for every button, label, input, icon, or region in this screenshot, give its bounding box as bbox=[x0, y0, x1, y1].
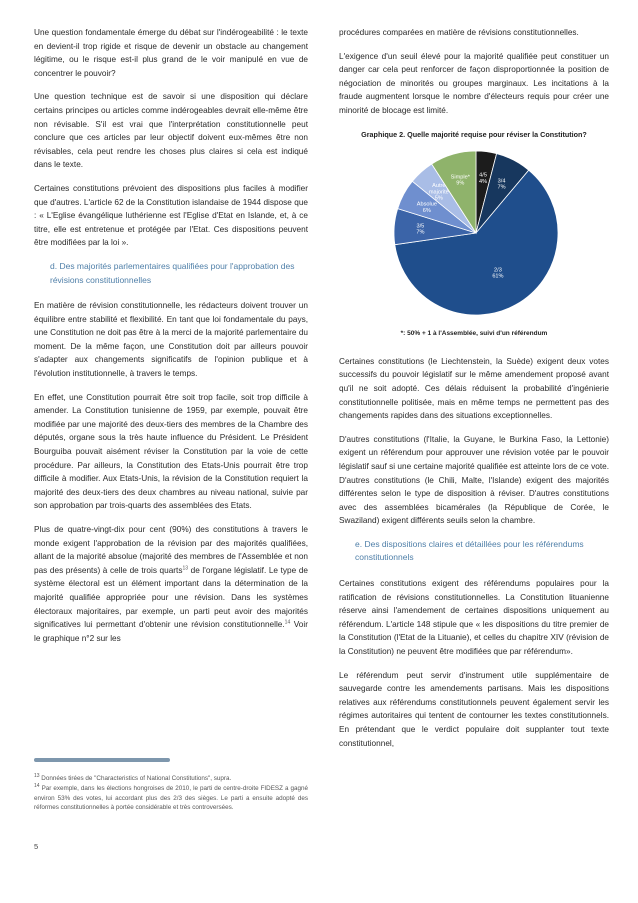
right-column bbox=[339, 26, 609, 760]
pie-slice-label: Simple* bbox=[450, 174, 470, 181]
left-column bbox=[34, 26, 308, 655]
paragraph: Certaines constitutions prévoient des dispositions plus faciles à modifier que d'autres. L'article 62 de la Constitution islandaise de 1944 dispose que : « L'Eglise évangélique luthérienne est l'Eglise d'Etat en Islande, et, à ce titre, elle est entretenue et protégée par l'Etat. Ces dispositions peuvent être modifiées par la loi ». bbox=[34, 183, 308, 248]
text-span: Voir le graphique n°2 sur les bbox=[34, 620, 308, 643]
pie-slice-label: 2/3 bbox=[494, 267, 502, 274]
chart-footnote: *: 50% + 1 à l'Assemblée, suivi d'un référendum bbox=[400, 330, 548, 338]
pie-slice-value-label: 7% bbox=[497, 184, 506, 191]
paragraph: Une question technique est de savoir si une disposition qui déclare certains principes ou articles comme indérogeables devrait elle-même être non révisable. S'il est vrai que l'interprétation constitutionnelle peut conclure que ces articles par leur objectif doivent eux-mêmes être non révisables, cela peut rendre les choses plus claires si cela est indiqué dans le texte. bbox=[34, 92, 308, 170]
pie-slice-label: 3/5 bbox=[416, 223, 425, 230]
footnote-ref-13[interactable]: 13 bbox=[182, 565, 189, 572]
pie-slice-value-label: 9% bbox=[456, 180, 465, 187]
footnote-number: 14 bbox=[34, 783, 40, 790]
chart-title: Graphique 2. Quelle majorité requise pour réviser la Constitution? bbox=[361, 129, 587, 139]
footnote-text: Données tirées de "Characteristics of National Constitutions", supra. bbox=[39, 775, 232, 782]
paragraph: L'exigence d'un seuil élevé pour la majorité qualifiée peut constituer un danger car cela peut renforcer de façon disproportionnée la position de négociation de minorités ou groupes marginaux. Les incitations à la fraude augmentent lorsque le nombre d'électeurs requis pour créer une minorité de blocage est limité. bbox=[339, 51, 609, 115]
footnote-ref-14[interactable]: 14 bbox=[284, 619, 291, 626]
pie-slice-value-label: 5% bbox=[434, 195, 443, 202]
pie-slice-label: 3/4 bbox=[497, 178, 506, 185]
footnote-number: 13 bbox=[34, 772, 40, 779]
footnotes bbox=[34, 774, 308, 814]
pie-slice-value-label: 6% bbox=[422, 207, 431, 214]
pie-slice-label: majorité bbox=[428, 189, 449, 196]
paragraph: procédures comparées en matière de révisions constitutionnelles. bbox=[339, 28, 579, 37]
section-heading-e: e. Des dispositions claires et détaillées pour les référendums constitutionnels bbox=[355, 538, 584, 563]
paragraph: En effet, une Constitution pourrait être soit trop facile, soit trop difficile à amender. La Constitution tunisienne de 1959, par exemple, pouvait être modifiée par une majorité des deux-tiers des membres de la Chambre des députés, organe sous la très haute influence du Président. Le Président Bourguiba pouvait aisément réviser la Constitution par la voie de cette procédure. Par ailleurs, la Constitution des Etats-Unis pourrait être trop difficile à modifier. Aux Etats-Unis, la révision de la Constitution requiert la majorité des deux-tiers des deux chambres au niveau national, suivie par son approbation par trois-quarts des assemblées des Etats. bbox=[34, 392, 308, 511]
footnote-text: Par exemple, dans les élections hongroises de 2010, le parti de centre-droite FIDESZ a gagné environ 53% des votes, lui accordant plus des 2/3 des sièges. Le parti a ensuite adopté des réformes constitutionnelles à portée considérable et très controversées. bbox=[34, 785, 308, 812]
paragraph: Certaines constitutions (le Liechtenstein, la Suède) exigent deux votes successifs du pouvoir législatif sur le même amendement proposé avant qu'il ne soit adopté. Ces délais réduisent la probabilité d'ingénierie constitutionnelle politisée, mais en même temps ne permettent pas des changements rapides dans des situations exceptionnelles. bbox=[339, 356, 609, 421]
pie-chart-svg bbox=[339, 143, 609, 323]
pie-slice-label: Absolue bbox=[416, 201, 437, 208]
pie-slice-label: 4/5 bbox=[479, 172, 487, 179]
pie-slice-value-label: 4% bbox=[479, 178, 488, 185]
paragraph: Certaines constitutions exigent des référendums populaires pour la ratification de révisions constitutionnelles. La Constitution lituanienne réserve ainsi l'amendement de certaines dispositions uniquement au référendum. L'article 148 stipule que « les dispositions du titre premier de la Constitution (l'Etat de la Lituanie), et celles du chapitre XIV (révision de la Constitution) ne peuvent être modifiées que par référendum». bbox=[339, 579, 609, 657]
footnote-13 bbox=[34, 774, 308, 783]
paragraph: En matière de révision constitutionnelle, les rédacteurs doivent trouver un équilibre entre stabilité et flexibilité. En tant que loi fondamentale du pays, une Constitution ne doit pas être à la merci de la majorité parlementaire du moment. De la même façon, une Constitution doit par ailleurs pouvoir s'adapter aux changements significatifs de l'opinion publique et à l'évolution institutionnelle, à travers le temps. bbox=[34, 301, 308, 379]
pie-slice-value-label: 61% bbox=[492, 273, 504, 280]
paragraph-with-footnote-refs bbox=[34, 523, 308, 645]
pie-slice-value-label: 7% bbox=[416, 229, 425, 236]
footnote-divider bbox=[34, 758, 170, 762]
text-span: de l'organe législatif. Le type de système électoral est un élément important dans la détermination de la majorité qualifiée appropriée pour une révision. Dans les systèmes électoraux majoritaires, par exemple, un parti peut avoir des majorités significatives lui permettant d'obtenir une révision constitutionnelle. bbox=[34, 565, 308, 630]
footnote-14 bbox=[34, 784, 308, 812]
paragraph: Une question fondamentale émerge du débat sur l'indérogeabilité : le texte en devient-il trop rigide et risque de devenir un obstacle au changement légitime, ou le risque est-il plus grand de le voir manipulé en vue de concentrer le pouvoir? bbox=[34, 28, 308, 78]
pie-chart bbox=[339, 143, 609, 323]
paragraph: D'autres constitutions (l'Italie, la Guyane, le Burkina Faso, la Lettonie) exigent un référendum pour approuver une révision votée par le pouvoir législatif sauf si une certaine majorité qualifiée est atteinte lors de ce vote. D'autres constitutions (le Chili, Malte, l'Islande) exigent des majorités différentes selon le type de disposition à réviser. D'autres constitutions avec des assemblées bicamérales (la République de Corée, le Swaziland) exigent différents seuils selon la chambre. bbox=[339, 434, 609, 526]
pie-slice-label: Autre bbox=[432, 183, 446, 190]
text-span: Plus de quatre-vingt-dix pour cent (90%) des constitutions à travers le monde exigent l'approbation de la révision par des majorités qualifiées, allant de la majorité absolue (majorité des membres de l'Assemblée et non pas des présents) à celle de trois quarts bbox=[34, 525, 308, 575]
page-number: 5 bbox=[34, 842, 39, 851]
paragraph: Le référendum peut servir d'instrument utile supplémentaire de sauvegarde contre les amendements partisans. Mais les dispositions relatives aux référendums constitutionnels peuvent également servir les régimes autoritaires qui tentent de contourner les textes constitutionnels. En prétendant que le verdict populaire doit supplanter tout texte constitutionnel, bbox=[339, 670, 609, 748]
section-heading-d: d. Des majorités parlementaires qualifiées pour l'approbation des révisions constitutionnelles bbox=[50, 260, 295, 285]
